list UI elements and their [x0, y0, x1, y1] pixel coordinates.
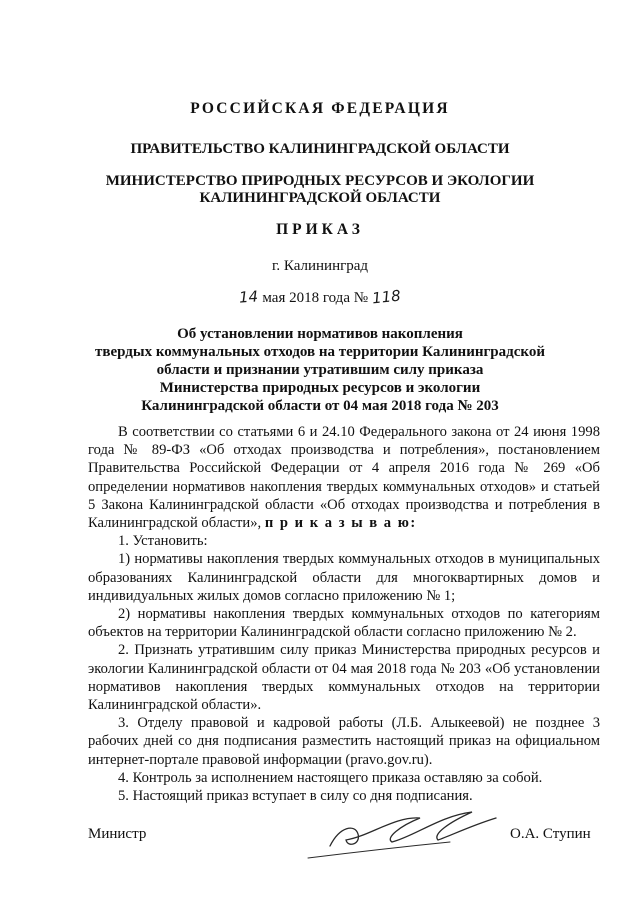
date-number-line: [0, 288, 640, 307]
clause-1: 1. Установить:: [118, 533, 208, 550]
date-text: мая 2018 года №: [262, 290, 369, 306]
signer-title: Министр: [88, 826, 147, 842]
order-word: п р и к а з ы в а ю:: [264, 515, 417, 532]
handwritten-signature: [300, 796, 510, 866]
title-line: области и признании утратившим силу приказа: [156, 362, 484, 378]
document-type-heading: ПРИКАЗ: [276, 221, 364, 238]
clause-4: 4. Контроль за исполнением настоящего приказа оставляю за собой.: [118, 769, 543, 786]
order-title: [90, 325, 550, 415]
handwritten-order-number: 118: [371, 286, 402, 308]
preamble-text: В соответствии со статьями 6 и 24.10 Федерального закона от 24 июня 1998 года № 89-ФЗ «Об отходах производства и потребления», постановлением Правительства Российской Федерации от 4 апреля 2016 года № 269 «Об определении нормативов накопления твердых коммунальных отходов» и статьей 5 Закона Калининградской области «Об отходах производства и потребления в Калининградской области»,: [88, 424, 600, 532]
signer-name: О.А. Ступин: [510, 826, 591, 842]
title-line: Об установлении нормативов накопления: [177, 326, 463, 342]
preamble-paragraph: [88, 423, 600, 532]
title-line: твердых коммунальных отходов на территории Калининградской: [95, 344, 545, 360]
federation-heading: РОССИЙСКАЯ ФЕДЕРАЦИЯ: [190, 100, 450, 117]
title-line: Министерства природных ресурсов и экологии: [159, 380, 481, 396]
ministry-heading: [0, 173, 640, 207]
ministry-heading-line2: КАЛИНИНГРАДСКОЙ ОБЛАСТИ: [199, 190, 441, 206]
clause-3: 3. Отделу правовой и кадровой работы (Л.Б. Алыкеевой) не позднее 3 рабочих дней со дня подписания разместить настоящий приказ на официальном интернет-портале правовой информации (pravo.gov.ru).: [88, 715, 600, 768]
order-body: [88, 423, 600, 805]
clause-1-1: 1) нормативы накопления твердых коммунальных отходов в муниципальных образованиях Калининградской области для многоквартирных домов и индивидуальных жилых домов согласно приложению № 1;: [88, 551, 600, 604]
ministry-heading-line1: МИНИСТЕРСТВО ПРИРОДНЫХ РЕСУРСОВ И ЭКОЛОГИИ: [105, 173, 535, 189]
government-heading: ПРАВИТЕЛЬСТВО КАЛИНИНГРАДСКОЙ ОБЛАСТИ: [130, 141, 510, 157]
handwritten-day: 14: [238, 287, 259, 307]
clause-5: 5. Настоящий приказ вступает в силу со дня подписания.: [118, 788, 473, 805]
city-line: г. Калининград: [271, 258, 369, 274]
clause-1-2: 2) нормативы накопления твердых коммунальных отходов по категориям объектов на территории Калининградской области согласно приложению № 2.: [88, 606, 600, 641]
title-line: Калининградской области от 04 мая 2018 года № 203: [141, 398, 499, 414]
clause-2: 2. Признать утратившим силу приказ Министерства природных ресурсов и экологии Калининградской области от 04 мая 2018 года № 203 «Об установлении нормативов накопления твердых коммунальных отходов на территории Калининградской области».: [88, 642, 600, 714]
